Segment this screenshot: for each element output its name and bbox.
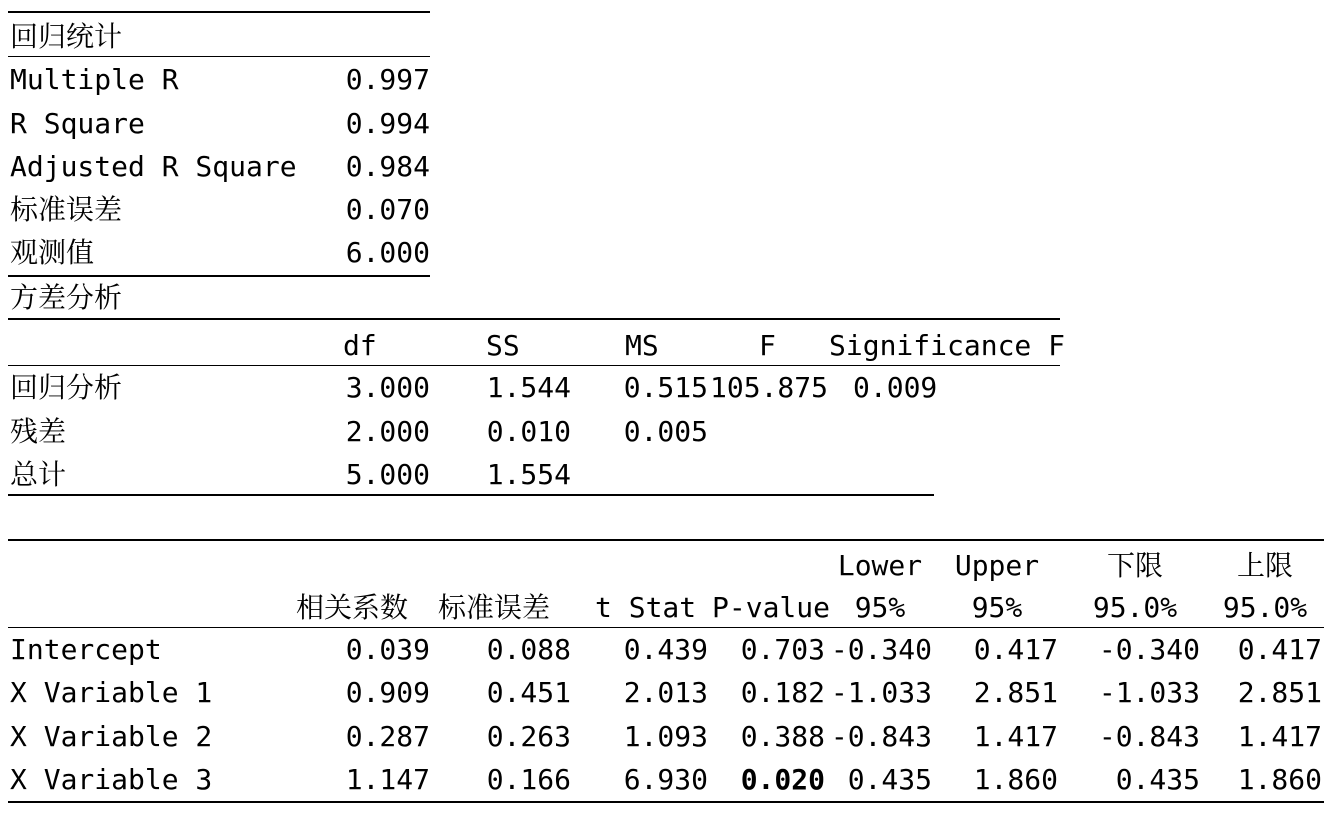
coef-row-label: X Variable 1 [10, 676, 213, 709]
anova-cell-df: 5.000 [345, 458, 430, 491]
stats-top-rule [8, 11, 430, 13]
coef-cell-lower-cn: -0.340 [1098, 633, 1200, 666]
coef-cell-se: 0.263 [486, 720, 571, 753]
coef-cell-lower-cn: 0.435 [1115, 763, 1200, 796]
stats-value: 0.984 [345, 150, 430, 183]
stats-title-rule [8, 56, 430, 57]
coef-top-rule [8, 539, 1324, 541]
coef-row-label: Intercept [10, 633, 162, 666]
anova-row-label: 残差 [10, 415, 67, 448]
coef-header-coef: 相关系数 [296, 591, 409, 624]
coef-header-lower-2: 95% [854, 591, 906, 624]
stats-label: R Square [10, 107, 145, 140]
coef-cell-coef: 0.287 [345, 720, 430, 753]
coef-cell-upper-cn: 2.851 [1237, 676, 1322, 709]
anova-cell-ss: 1.544 [486, 371, 571, 404]
anova-title: 方差分析 [10, 281, 123, 314]
coef-cell-p: 0.703 [740, 633, 825, 666]
coef-header-upper-cn-1: 上限 [1236, 549, 1293, 582]
anova-row-label: 回归分析 [10, 371, 123, 404]
anova-cell-df: 3.000 [345, 371, 430, 404]
coef-cell-upper-cn: 1.417 [1237, 720, 1322, 753]
anova-header-rule [8, 365, 1060, 366]
coef-header-t: t Stat [595, 591, 697, 624]
coef-cell-lower: 0.435 [847, 763, 932, 796]
coef-cell-se: 0.088 [486, 633, 571, 666]
stats-label: 观测值 [10, 236, 95, 269]
anova-cell-df: 2.000 [345, 415, 430, 448]
coef-cell-coef: 1.147 [345, 763, 430, 796]
coef-cell-t: 2.013 [623, 676, 708, 709]
stats-value: 0.070 [345, 193, 430, 226]
coef-cell-p: 0.182 [740, 676, 825, 709]
coef-header-upper-1: Upper [954, 549, 1040, 582]
coef-cell-p-significant: 0.020 [740, 763, 825, 796]
anova-header-sig: Significance F [829, 329, 1066, 362]
anova-header-df: df [343, 329, 377, 362]
coef-cell-t: 1.093 [623, 720, 708, 753]
coef-header-p: P-value [712, 591, 831, 624]
coef-cell-upper: 2.851 [973, 676, 1058, 709]
anova-cell-ms: 0.005 [623, 415, 708, 448]
stats-value: 0.994 [345, 107, 430, 140]
coef-cell-t: 6.930 [623, 763, 708, 796]
stats-title: 回归统计 [10, 20, 123, 53]
coef-cell-t: 0.439 [623, 633, 708, 666]
coef-header-lower-cn-1: 下限 [1106, 549, 1163, 582]
coef-cell-upper: 1.417 [973, 720, 1058, 753]
coef-header-lower-cn-2: 95.0% [1092, 591, 1178, 624]
coef-cell-lower: -0.843 [830, 720, 932, 753]
anova-cell-ms: 0.515 [623, 371, 708, 404]
coef-cell-upper-cn: 0.417 [1237, 633, 1322, 666]
coef-cell-p: 0.388 [740, 720, 825, 753]
stats-value: 6.000 [345, 236, 430, 269]
coef-cell-coef: 0.909 [345, 676, 430, 709]
coef-header-lower-1: Lower [837, 549, 923, 582]
stats-value: 0.997 [345, 63, 430, 96]
coef-cell-lower: -0.340 [830, 633, 932, 666]
coef-cell-se: 0.166 [486, 763, 571, 796]
coef-header-se: 标准误差 [438, 591, 551, 624]
anova-cell-ss: 0.010 [486, 415, 571, 448]
coef-cell-upper: 0.417 [973, 633, 1058, 666]
coef-header-rule [8, 627, 1324, 628]
anova-cell-f: 105.875 [710, 371, 829, 404]
coef-header-upper-cn-2: 95.0% [1222, 591, 1308, 624]
coef-row-label: X Variable 2 [10, 720, 213, 753]
coef-cell-lower-cn: -0.843 [1098, 720, 1200, 753]
anova-cell-sig: 0.009 [853, 371, 938, 404]
coef-cell-lower-cn: -1.033 [1098, 676, 1200, 709]
coef-cell-upper-cn: 1.860 [1237, 763, 1322, 796]
coef-cell-coef: 0.039 [345, 633, 430, 666]
anova-header-ss: SS [486, 329, 520, 362]
stats-label: Multiple R [10, 63, 179, 96]
anova-bottom-rule [8, 494, 934, 496]
anova-row-label: 总计 [10, 458, 67, 491]
coef-header-upper-2: 95% [971, 591, 1023, 624]
stats-label: 标准误差 [10, 193, 123, 226]
anova-top-rule [8, 318, 1060, 320]
stats-bottom-rule [8, 275, 430, 277]
coef-cell-lower: -1.033 [830, 676, 932, 709]
coef-cell-se: 0.451 [486, 676, 571, 709]
coef-cell-upper: 1.860 [973, 763, 1058, 796]
stats-label: Adjusted R Square [10, 150, 297, 183]
anova-header-f: F [759, 329, 776, 362]
coef-bottom-rule [8, 801, 1324, 803]
anova-cell-ss: 1.554 [486, 458, 571, 491]
coef-row-label: X Variable 3 [10, 763, 213, 796]
anova-header-ms: MS [625, 329, 659, 362]
